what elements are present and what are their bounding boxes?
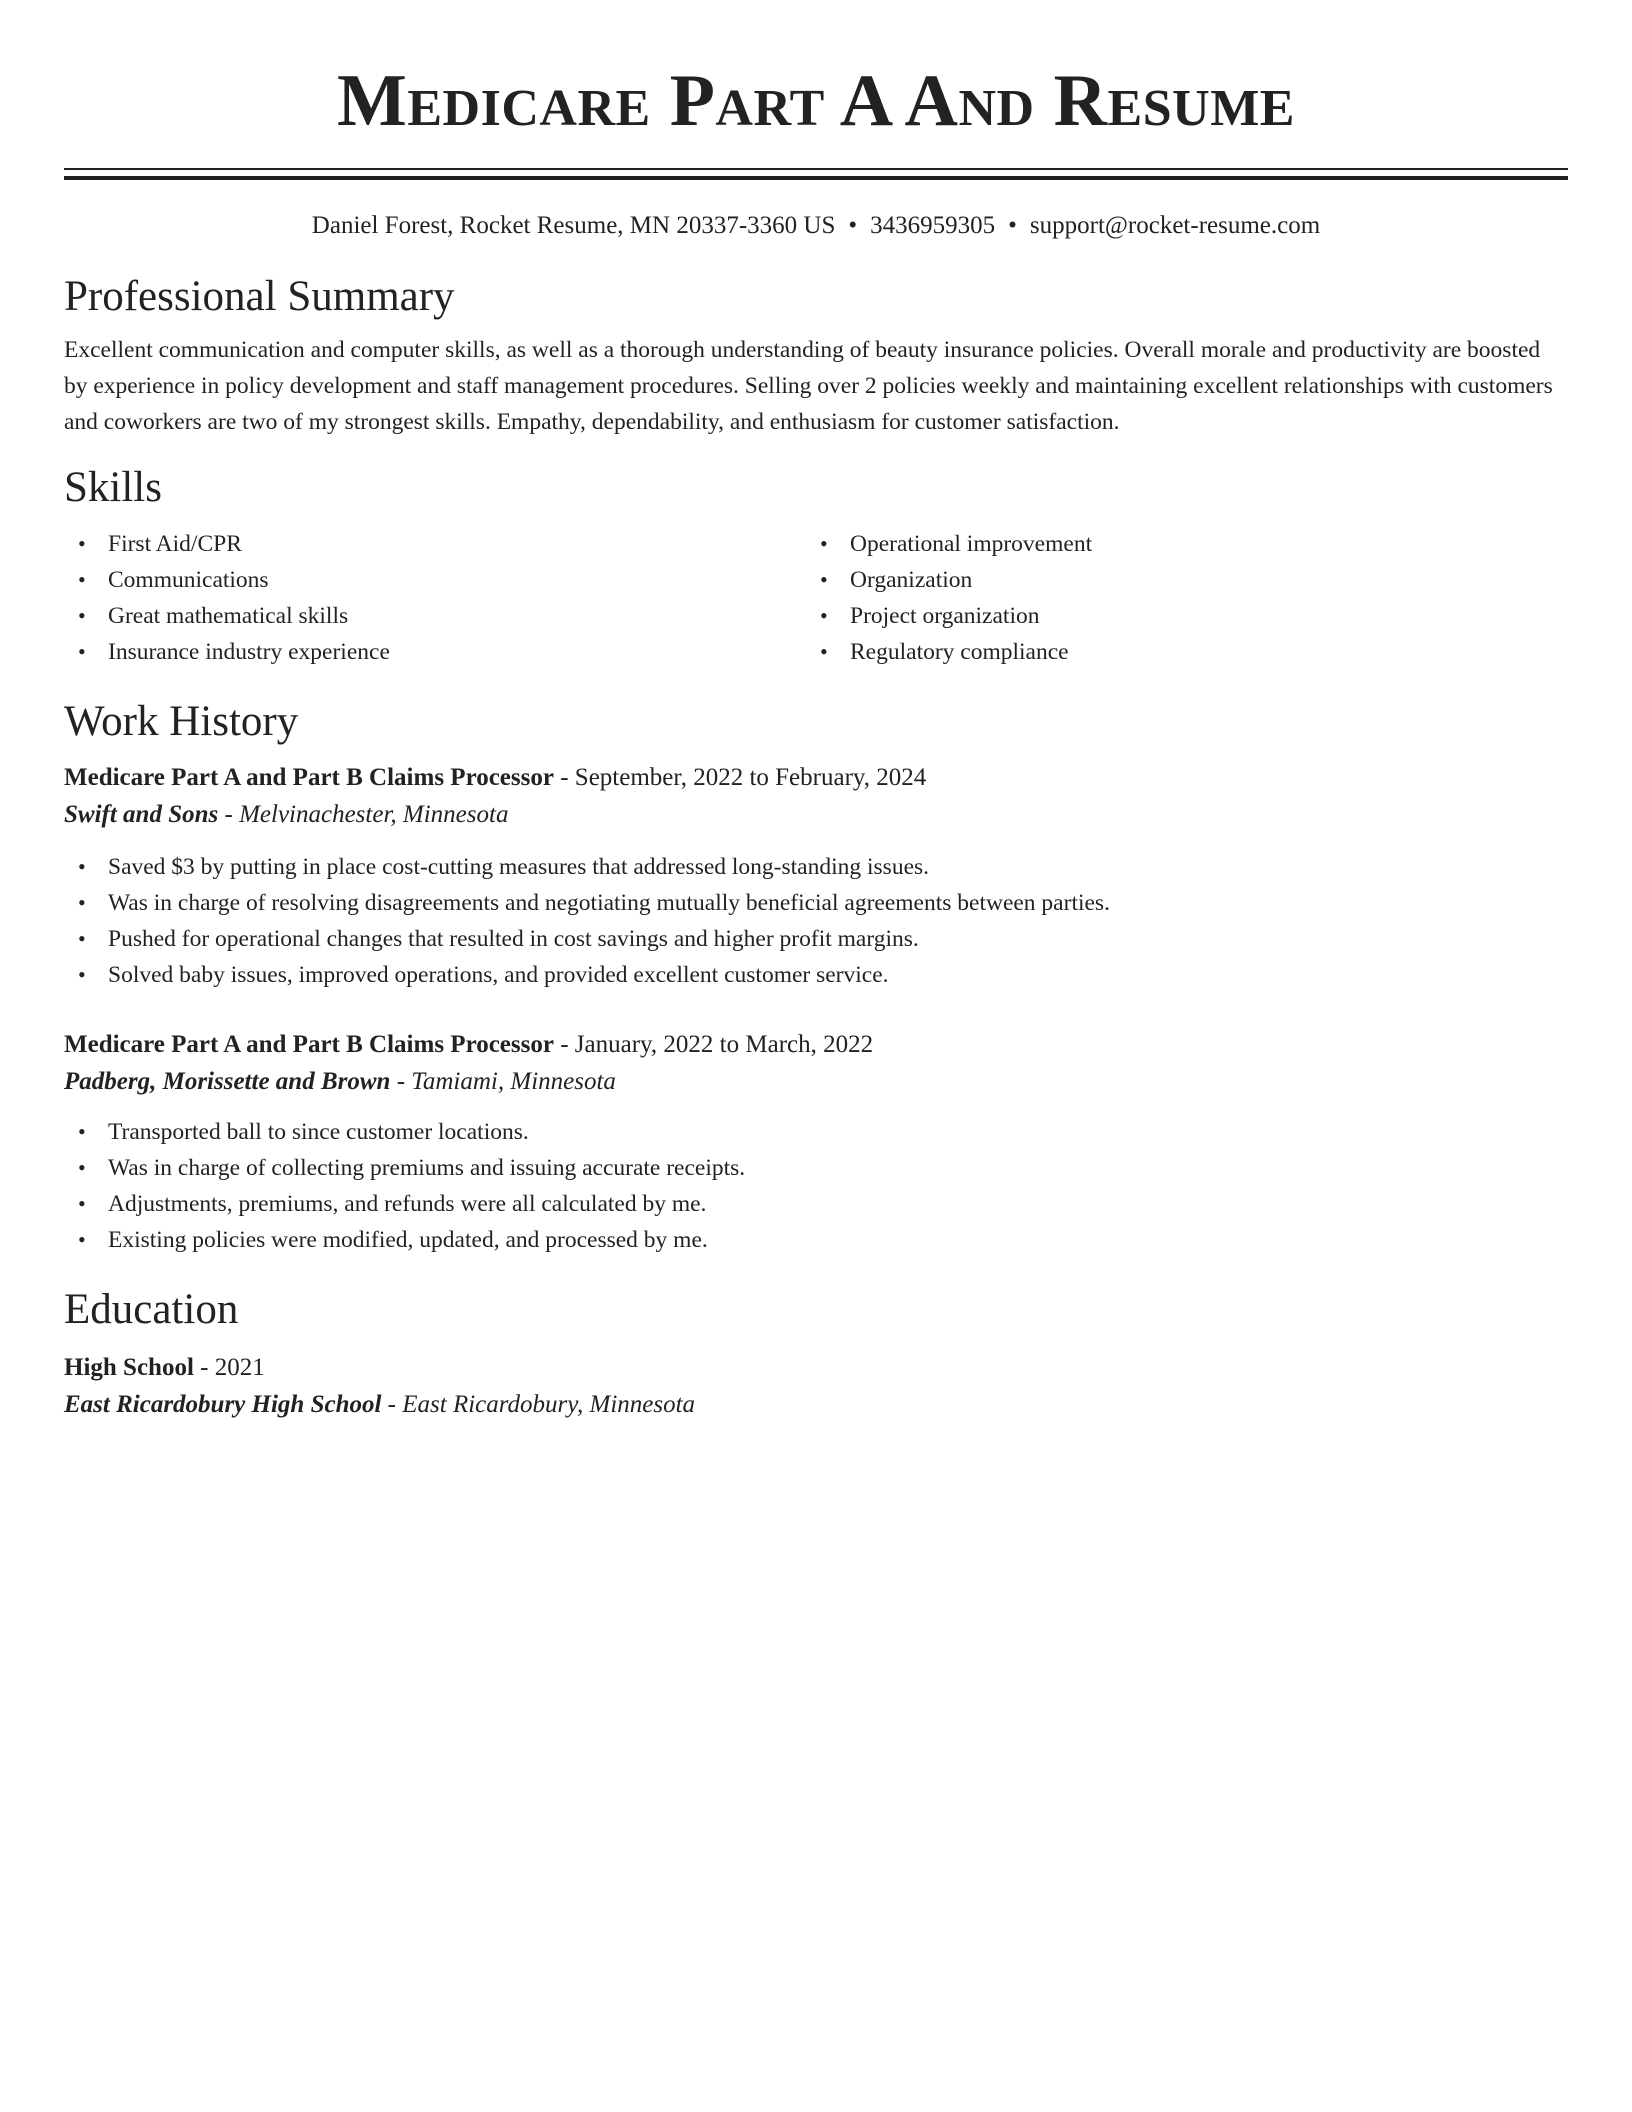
education-dash: - — [381, 1391, 403, 1418]
education-school-line — [64, 1386, 1568, 1424]
job-bullet: • Pushed for operational changes that resulted in cost savings and higher profit margins. — [64, 921, 1568, 957]
contact-line — [64, 211, 1568, 241]
title-rule-thick — [64, 176, 1568, 180]
contact-address: Daniel Forest, Rocket Resume, MN 20337-3360 US — [311, 212, 836, 239]
skill-item: • Organization — [806, 562, 1548, 598]
skills-right-list — [806, 526, 1548, 670]
job-company-line — [64, 1063, 1568, 1101]
skills-left-list — [64, 526, 806, 670]
title-rule-thin — [64, 168, 1568, 170]
education-entry — [64, 1350, 1568, 1424]
contact-email: support@rocket-resume.com — [1029, 212, 1321, 239]
job-bullet: • Saved $3 by putting in place cost-cutting measures that addressed long-standing issues. — [64, 849, 1568, 885]
skill-item: • Regulatory compliance — [806, 634, 1548, 670]
skill-item: • Operational improvement — [806, 526, 1548, 562]
education-degree: High School — [64, 1354, 194, 1381]
job-dash: - — [553, 764, 575, 791]
job-location: Tamiami, Minnesota — [411, 1068, 616, 1095]
education-school: East Ricardobury High School — [64, 1391, 382, 1418]
job-location: Melvinachester, Minnesota — [239, 801, 509, 828]
contact-phone: 3436959305 — [870, 212, 996, 239]
job-title: Medicare Part A and Part B Claims Processor — [64, 764, 554, 791]
job-entry — [64, 760, 1568, 993]
work-heading: Work History — [64, 698, 299, 745]
skill-item: • Great mathematical skills — [64, 598, 806, 634]
job-dash: - — [553, 1031, 575, 1058]
skills-heading: Skills — [64, 464, 162, 511]
skill-item: • Communications — [64, 562, 806, 598]
job-bullet: • Transported ball to since customer locations. — [64, 1114, 1568, 1150]
job-bullet: • Was in charge of resolving disagreements and negotiating mutually beneficial agreements between parties. — [64, 885, 1568, 921]
job-bullets — [64, 1114, 1568, 1258]
job-company: Padberg, Morissette and Brown — [64, 1068, 391, 1095]
job-bullet: • Existing policies were modified, updated, and processed by me. — [64, 1222, 1568, 1258]
skill-item: • Insurance industry experience — [64, 634, 806, 670]
education-degree-line — [64, 1350, 1568, 1386]
job-company-line — [64, 796, 1568, 834]
job-dash: - — [218, 801, 240, 828]
job-title-line — [64, 1027, 1568, 1063]
job-title-line — [64, 760, 1568, 796]
job-title: Medicare Part A and Part B Claims Processor — [64, 1031, 554, 1058]
education-dash: - — [193, 1354, 215, 1381]
job-bullets — [64, 849, 1568, 993]
summary-text: Excellent communication and computer skills, as well as a thorough understanding of beauty insurance policies. Overall morale and productivity are boosted by experience in policy development and staff management procedures. Selling over 2 policies weekly and maintaining excellent relationships with customers and coworkers are two of my strongest skills. Empathy, dependability, and enthusiasm for customer satisfaction. — [64, 337, 1553, 435]
education-location: East Ricardobury, Minnesota — [402, 1391, 696, 1418]
contact-separator: • — [848, 212, 858, 239]
resume-title: Medicare Part A And Resume — [337, 60, 1295, 142]
education-heading: Education — [64, 1286, 239, 1333]
skill-item: • First Aid/CPR — [64, 526, 806, 562]
skills-grid — [64, 526, 1568, 670]
job-dates: September, 2022 to February, 2024 — [574, 764, 927, 791]
resume-page — [64, 0, 1568, 1424]
summary-heading: Professional Summary — [64, 273, 455, 320]
job-dash: - — [390, 1068, 412, 1095]
job-dates: January, 2022 to March, 2022 — [574, 1031, 874, 1058]
education-year: 2021 — [214, 1354, 265, 1381]
job-bullet: • Solved baby issues, improved operations, and provided excellent customer service. — [64, 957, 1568, 993]
contact-separator: • — [1008, 212, 1017, 239]
skill-item: • Project organization — [806, 598, 1548, 634]
job-bullet: • Was in charge of collecting premiums and issuing accurate receipts. — [64, 1150, 1568, 1186]
job-entry — [64, 1027, 1568, 1258]
job-company: Swift and Sons — [64, 801, 219, 828]
job-bullet: • Adjustments, premiums, and refunds were all calculated by me. — [64, 1186, 1568, 1222]
